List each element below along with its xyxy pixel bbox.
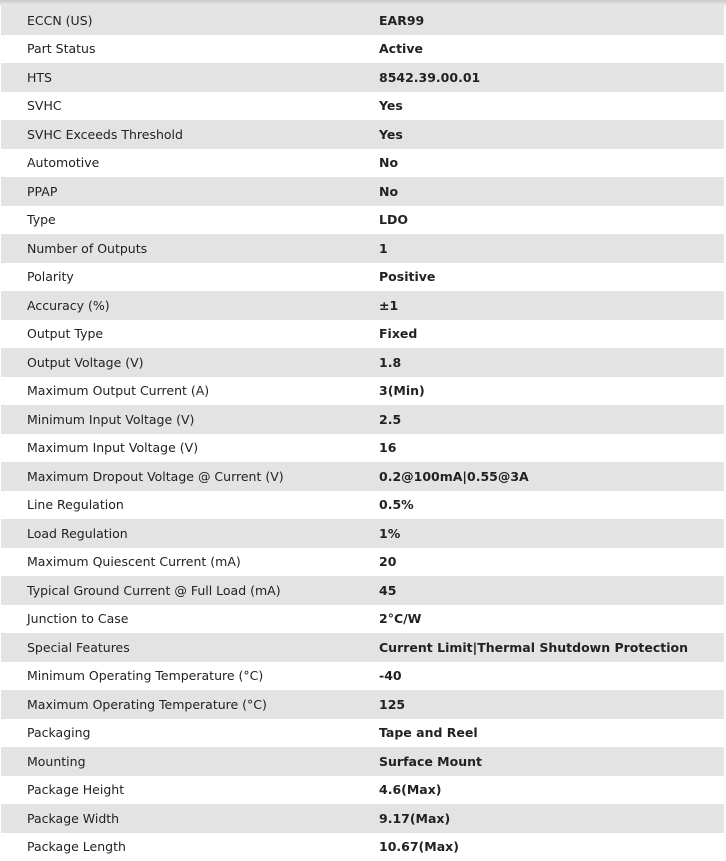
spec-value: 8542.39.00.01 xyxy=(379,63,724,92)
table-row xyxy=(1,377,724,406)
table-row xyxy=(1,662,724,691)
spec-label: Package Height xyxy=(1,776,379,805)
table-row xyxy=(1,177,724,206)
table-row xyxy=(1,92,724,121)
spec-label: Accuracy (%) xyxy=(1,291,379,320)
spec-label: Minimum Input Voltage (V) xyxy=(1,405,379,434)
table-row xyxy=(1,434,724,463)
spec-label: Output Type xyxy=(1,320,379,349)
spec-value: 20 xyxy=(379,548,724,577)
spec-value: Active xyxy=(379,35,724,64)
spec-value: -40 xyxy=(379,662,724,691)
spec-label: Number of Outputs xyxy=(1,234,379,263)
spec-label: Packaging xyxy=(1,719,379,748)
specifications-table xyxy=(1,6,724,861)
table-row xyxy=(1,6,724,35)
spec-label: Maximum Dropout Voltage @ Current (V) xyxy=(1,462,379,491)
spec-label: Maximum Operating Temperature (°C) xyxy=(1,690,379,719)
spec-label: SVHC Exceeds Threshold xyxy=(1,120,379,149)
spec-label: Maximum Output Current (A) xyxy=(1,377,379,406)
spec-value: 2.5 xyxy=(379,405,724,434)
spec-label: Line Regulation xyxy=(1,491,379,520)
spec-value: 0.5% xyxy=(379,491,724,520)
spec-label: ECCN (US) xyxy=(1,6,379,35)
spec-label: PPAP xyxy=(1,177,379,206)
table-row xyxy=(1,833,724,861)
spec-label: HTS xyxy=(1,63,379,92)
spec-value: 0.2@100mA|0.55@3A xyxy=(379,462,724,491)
table-row xyxy=(1,747,724,776)
spec-value: 1 xyxy=(379,234,724,263)
table-row xyxy=(1,548,724,577)
spec-value: 1.8 xyxy=(379,348,724,377)
spec-value: LDO xyxy=(379,206,724,235)
table-row xyxy=(1,491,724,520)
spec-label: Part Status xyxy=(1,35,379,64)
spec-value: No xyxy=(379,149,724,178)
table-row xyxy=(1,462,724,491)
spec-label: Automotive xyxy=(1,149,379,178)
spec-value: Yes xyxy=(379,92,724,121)
table-row xyxy=(1,234,724,263)
spec-value: 1% xyxy=(379,519,724,548)
spec-label: Special Features xyxy=(1,633,379,662)
spec-label: Junction to Case xyxy=(1,605,379,634)
spec-label: Load Regulation xyxy=(1,519,379,548)
spec-value: EAR99 xyxy=(379,6,724,35)
table-row xyxy=(1,576,724,605)
spec-value: 3(Min) xyxy=(379,377,724,406)
spec-value: Current Limit|Thermal Shutdown Protection xyxy=(379,633,724,662)
spec-label: Type xyxy=(1,206,379,235)
table-row xyxy=(1,320,724,349)
spec-value: 16 xyxy=(379,434,724,463)
spec-value: 9.17(Max) xyxy=(379,804,724,833)
spec-value: Surface Mount xyxy=(379,747,724,776)
specifications-table-body xyxy=(1,6,724,861)
spec-label: Polarity xyxy=(1,263,379,292)
spec-label: Typical Ground Current @ Full Load (mA) xyxy=(1,576,379,605)
spec-value: 4.6(Max) xyxy=(379,776,724,805)
spec-value: No xyxy=(379,177,724,206)
spec-label: Maximum Quiescent Current (mA) xyxy=(1,548,379,577)
table-row xyxy=(1,149,724,178)
spec-value: Tape and Reel xyxy=(379,719,724,748)
spec-value: 125 xyxy=(379,690,724,719)
table-row xyxy=(1,605,724,634)
table-row xyxy=(1,348,724,377)
spec-label: SVHC xyxy=(1,92,379,121)
spec-label: Output Voltage (V) xyxy=(1,348,379,377)
table-row xyxy=(1,291,724,320)
spec-value: 2°C/W xyxy=(379,605,724,634)
spec-label: Package Length xyxy=(1,833,379,861)
table-row xyxy=(1,405,724,434)
spec-label: Maximum Input Voltage (V) xyxy=(1,434,379,463)
table-row xyxy=(1,63,724,92)
spec-label: Package Width xyxy=(1,804,379,833)
table-row xyxy=(1,206,724,235)
table-row xyxy=(1,633,724,662)
spec-value: Fixed xyxy=(379,320,724,349)
table-row xyxy=(1,690,724,719)
table-row xyxy=(1,804,724,833)
spec-value: Positive xyxy=(379,263,724,292)
spec-value: 45 xyxy=(379,576,724,605)
spec-value: Yes xyxy=(379,120,724,149)
table-row xyxy=(1,120,724,149)
spec-label: Minimum Operating Temperature (°C) xyxy=(1,662,379,691)
table-row xyxy=(1,776,724,805)
spec-value: ±1 xyxy=(379,291,724,320)
table-row xyxy=(1,263,724,292)
table-row xyxy=(1,719,724,748)
spec-label: Mounting xyxy=(1,747,379,776)
table-row xyxy=(1,35,724,64)
spec-value: 10.67(Max) xyxy=(379,833,724,861)
table-row xyxy=(1,519,724,548)
